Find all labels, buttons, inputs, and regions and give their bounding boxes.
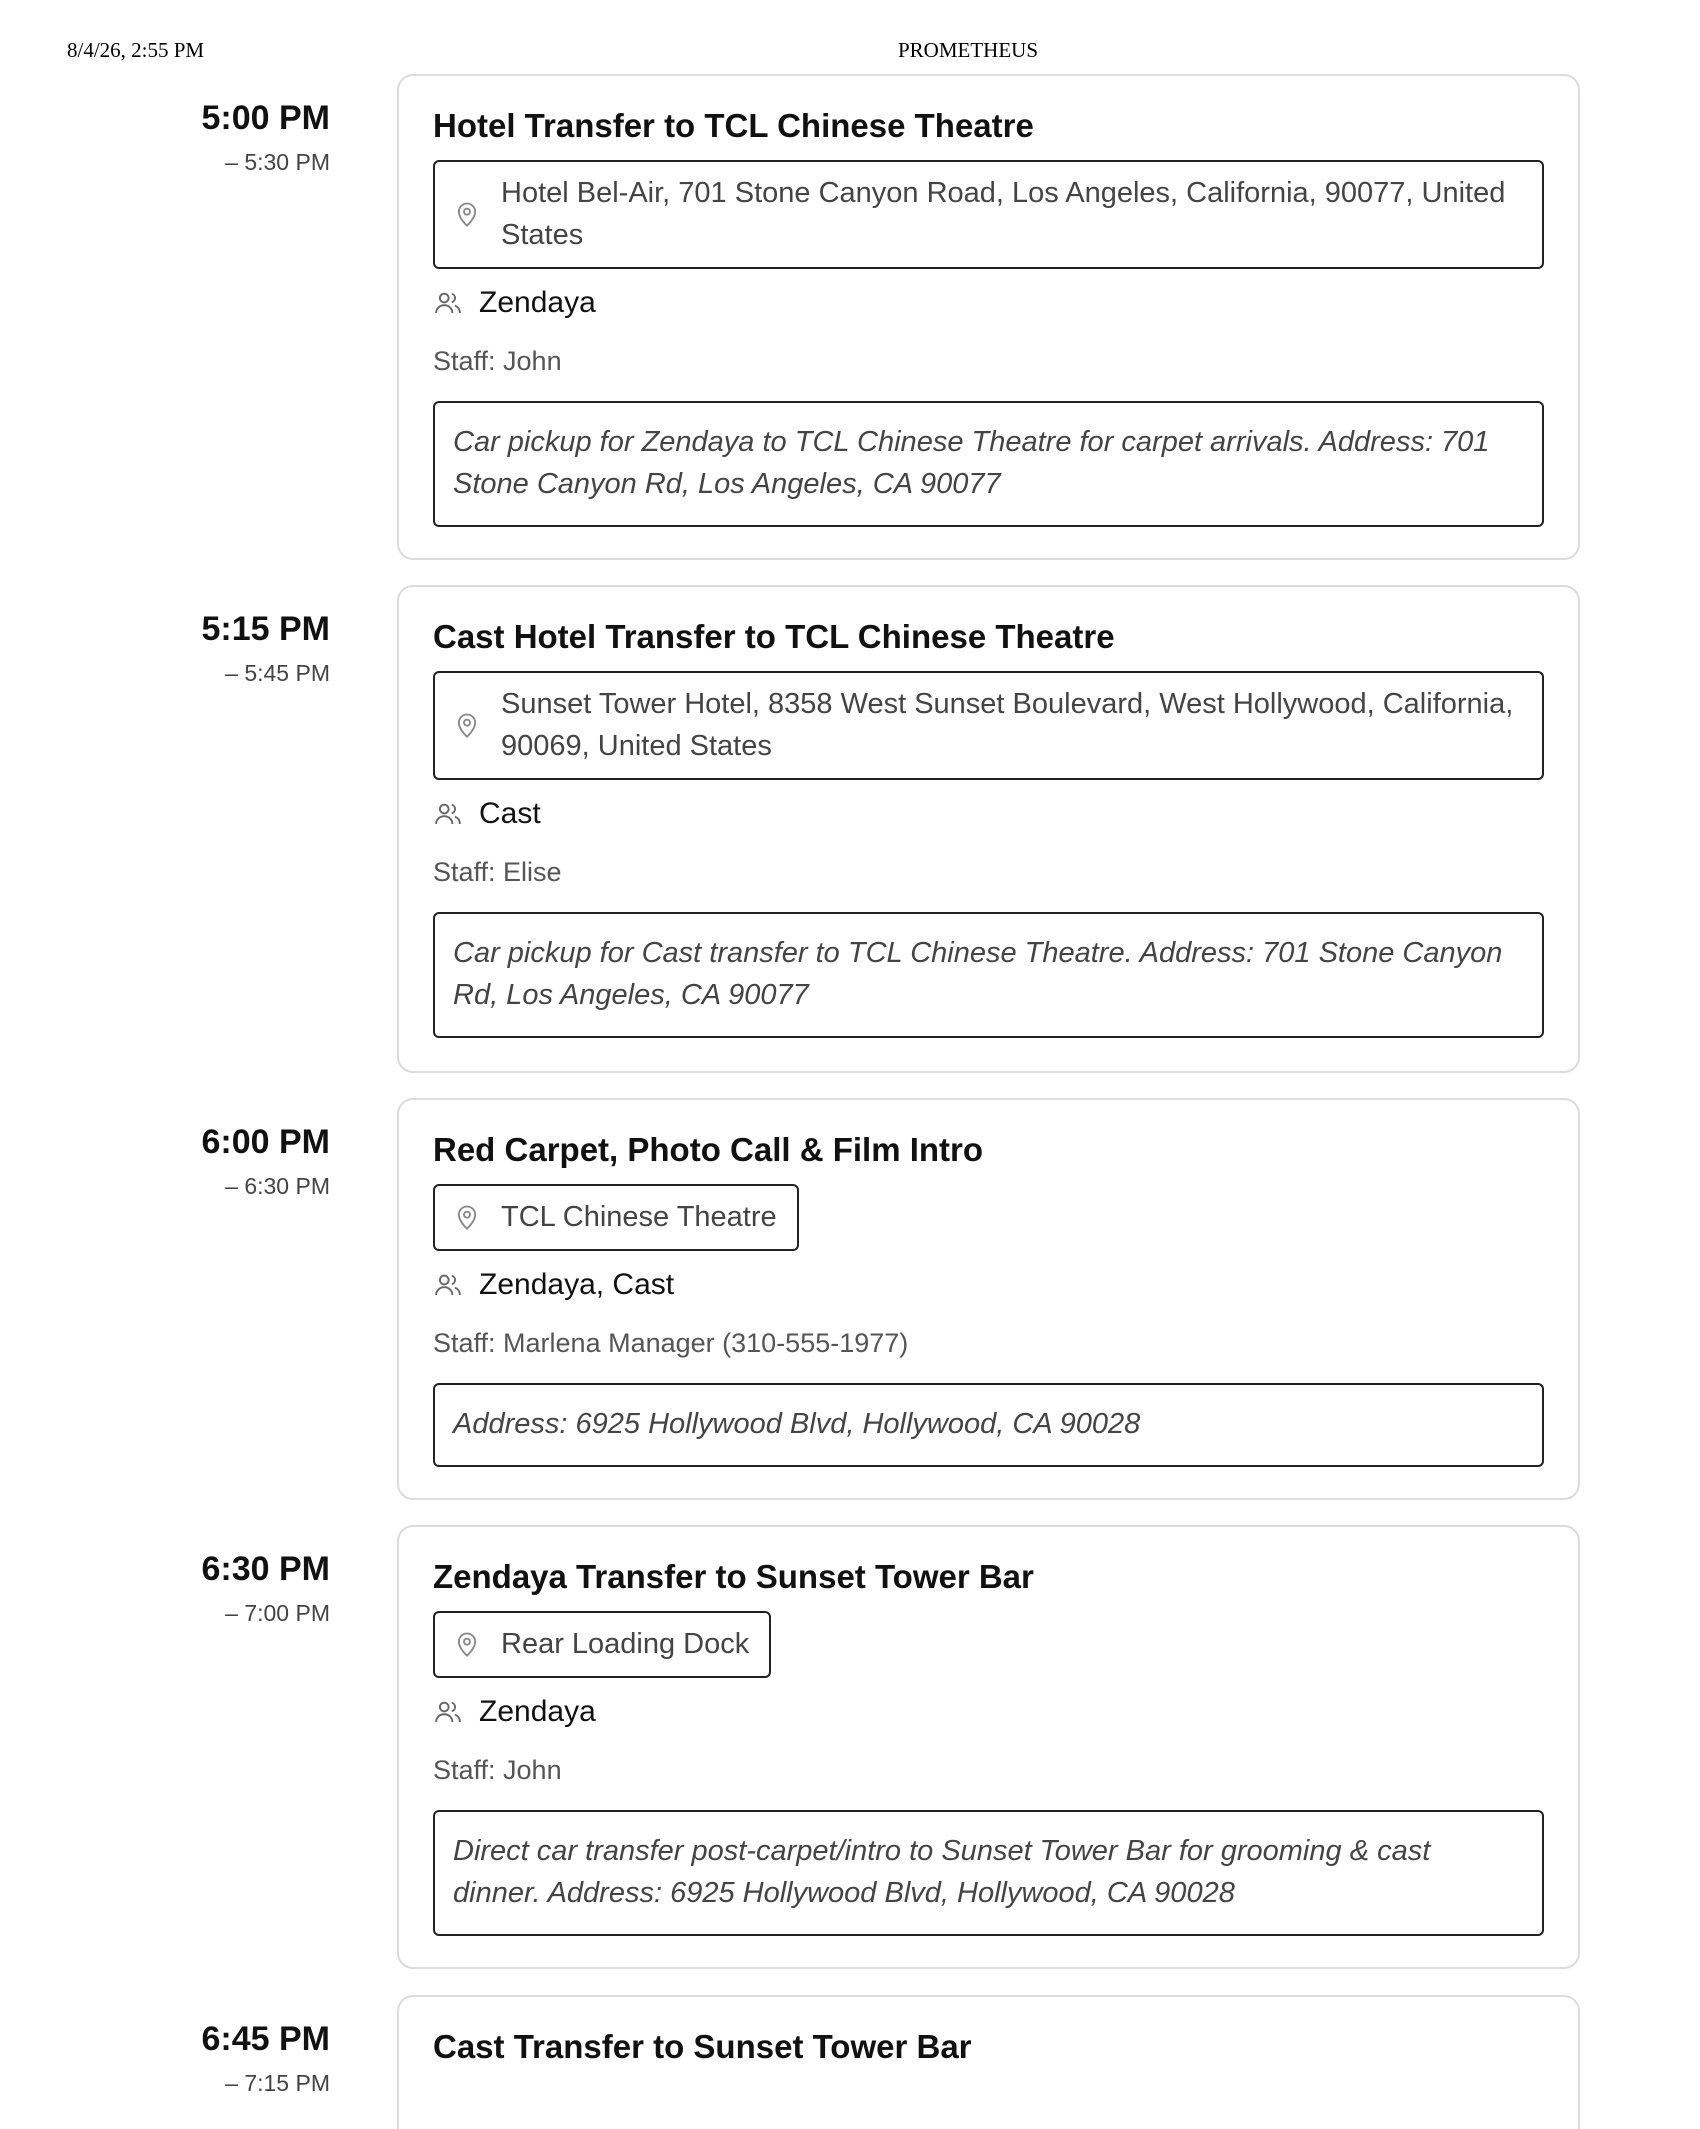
event-time <box>0 1122 330 1200</box>
map-pin-icon <box>453 200 481 228</box>
event-notes: Car pickup for Cast transfer to TCL Chinese Theatre. Address: 701 Stone Canyon Rd, Los Angeles, CA 90077 <box>433 912 1544 1038</box>
event-location-text: Hotel Bel-Air, 701 Stone Canyon Road, Los Angeles, California, 90077, United States <box>501 177 1506 251</box>
event-staff: Staff: John <box>433 1755 562 1785</box>
event-location-text: TCL Chinese Theatre <box>501 1201 777 1233</box>
event-title: Zendaya Transfer to Sunset Tower Bar <box>433 1558 1034 1595</box>
event-end-time: – 5:45 PM <box>225 660 330 686</box>
map-pin-icon <box>453 1630 481 1658</box>
print-title: PROMETHEUS <box>897 38 1039 62</box>
event-title: Cast Hotel Transfer to TCL Chinese Theatre <box>433 618 1115 655</box>
event-staff: Staff: Marlena Manager (310-555-1977) <box>433 1328 909 1358</box>
event-attendees <box>433 283 1544 323</box>
event-location[interactable] <box>433 1611 771 1678</box>
event-start-time: 6:00 PM <box>201 1123 330 1161</box>
event-end-time: – 5:30 PM <box>225 149 330 175</box>
map-pin-icon <box>453 711 481 739</box>
event-start-time: 5:15 PM <box>201 610 330 648</box>
print-date: 8/4/26, 2:55 PM <box>67 38 205 62</box>
event-location[interactable] <box>433 1184 799 1251</box>
event-notes: Direct car transfer post-carpet/intro to Sunset Tower Bar for grooming & cast dinner. Address: 6925 Hollywood Blvd, Hollywood, CA 90028 <box>433 1810 1544 1936</box>
event-end-time: – 7:15 PM <box>225 2070 330 2096</box>
event-location-text: Sunset Tower Hotel, 8358 West Sunset Boulevard, West Hollywood, California, 90069, United States <box>501 688 1514 762</box>
event-start-time: 5:00 PM <box>201 99 330 137</box>
event-end-time: – 6:30 PM <box>225 1173 330 1199</box>
event-start-time: 6:45 PM <box>201 2020 330 2058</box>
map-pin-icon <box>453 1203 481 1231</box>
event-card[interactable] <box>397 1098 1580 1500</box>
event-time <box>0 2019 330 2097</box>
users-icon <box>433 1697 463 1727</box>
users-icon <box>433 288 463 318</box>
event-location[interactable] <box>433 160 1544 269</box>
print-header <box>0 38 1700 68</box>
event-staff: Staff: John <box>433 346 562 376</box>
event-card[interactable] <box>397 74 1580 560</box>
event-time <box>0 98 330 176</box>
event-attendees <box>433 1692 1544 1732</box>
event-card[interactable] <box>397 1995 1580 2129</box>
event-time <box>0 609 330 687</box>
event-attendees-text: Cast <box>479 797 541 830</box>
event-notes: Address: 6925 Hollywood Blvd, Hollywood, CA 90028 <box>433 1383 1544 1467</box>
event-notes: Car pickup for Zendaya to TCL Chinese Theatre for carpet arrivals. Address: 701 Stone Canyon Rd, Los Angeles, CA 90077 <box>433 401 1544 527</box>
event-location-text: Rear Loading Dock <box>501 1628 750 1660</box>
event-start-time: 6:30 PM <box>201 1550 330 1588</box>
users-icon <box>433 799 463 829</box>
event-end-time: – 7:00 PM <box>225 1600 330 1626</box>
event-attendees <box>433 794 1544 834</box>
event-time <box>0 1549 330 1627</box>
users-icon <box>433 1270 463 1300</box>
event-card[interactable] <box>397 585 1580 1073</box>
event-title: Red Carpet, Photo Call & Film Intro <box>433 1131 984 1168</box>
event-staff: Staff: Elise <box>433 857 562 887</box>
event-attendees-text: Zendaya <box>479 286 596 319</box>
event-attendees-text: Zendaya, Cast <box>479 1268 675 1301</box>
event-location[interactable] <box>433 671 1544 780</box>
event-title: Hotel Transfer to TCL Chinese Theatre <box>433 107 1034 144</box>
event-attendees <box>433 1265 1544 1305</box>
event-title: Cast Transfer to Sunset Tower Bar <box>433 2028 972 2065</box>
event-attendees-text: Zendaya <box>479 1695 596 1728</box>
event-card[interactable] <box>397 1525 1580 1969</box>
